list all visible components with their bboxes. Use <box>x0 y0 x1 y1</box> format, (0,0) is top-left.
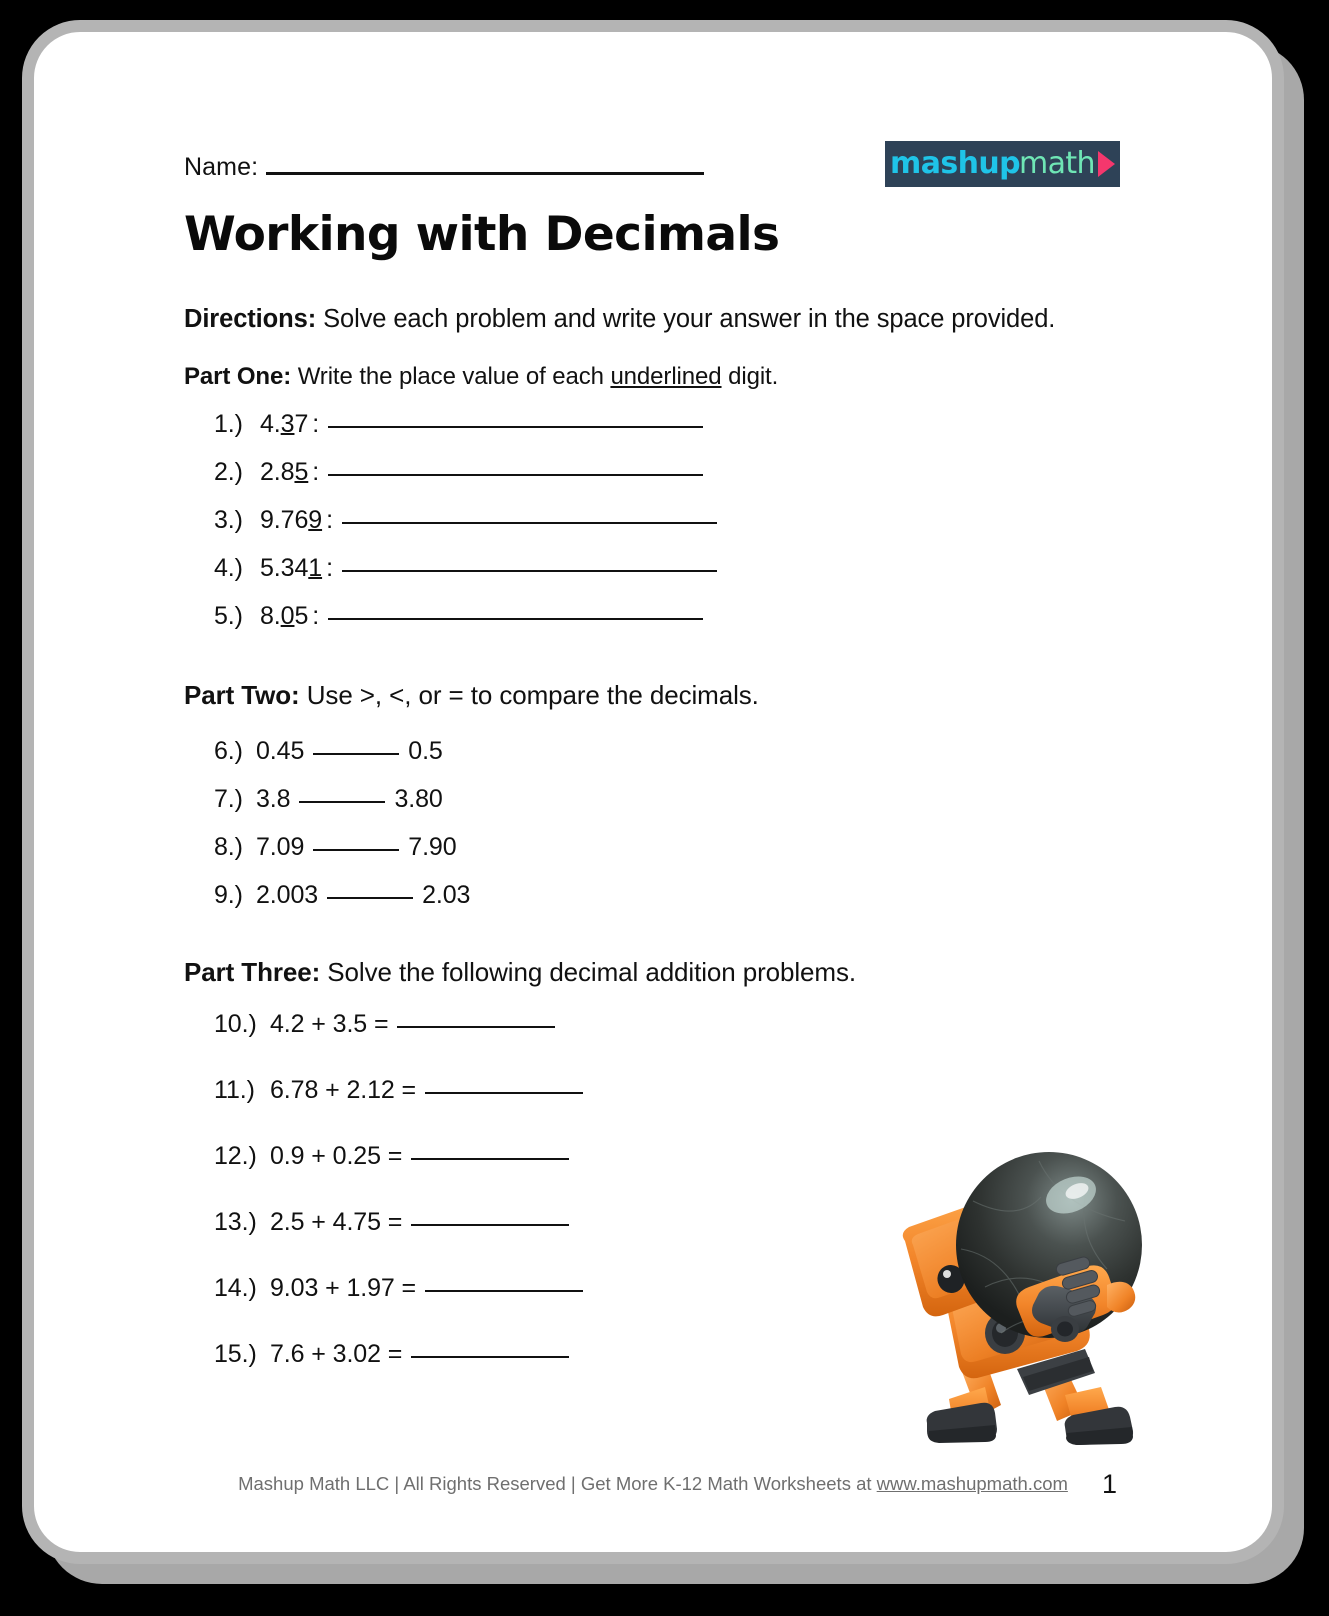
problem-number: 10.) <box>214 1010 257 1038</box>
compare-left-value: 0.45 <box>256 737 305 765</box>
comparison-blank[interactable] <box>313 753 399 755</box>
part-two-text: Use >, <, or = to compare the decimals. <box>299 680 759 710</box>
problem-expression <box>260 458 308 487</box>
problem-row <box>214 1076 583 1142</box>
colon: : <box>312 458 320 486</box>
compare-left-value: 2.003 <box>256 881 319 909</box>
problem-number: 7.) <box>214 785 243 813</box>
problem-number: 13.) <box>214 1208 257 1236</box>
problem-row <box>214 506 717 554</box>
footer-copyright: Mashup Math LLC | All Rights Reserved | Get More K-12 Math Worksheets at <box>238 1473 877 1494</box>
part-two-heading <box>184 680 759 711</box>
comparison-blank[interactable] <box>327 897 413 899</box>
part-three-problem-list <box>214 1010 583 1406</box>
colon: : <box>312 410 320 438</box>
underlined-digit: 1 <box>308 554 323 582</box>
problem-row <box>214 1340 583 1406</box>
problem-expression: 4.2 + 3.5 = <box>270 1010 389 1038</box>
problem-row <box>214 737 470 785</box>
name-label: Name: <box>184 153 259 181</box>
problem-row <box>214 1274 583 1340</box>
problem-number: 15.) <box>214 1340 257 1368</box>
problem-number: 2.) <box>214 458 243 486</box>
digit-pre: 4. <box>260 410 281 438</box>
compare-right-value: 7.90 <box>408 833 457 861</box>
answer-blank[interactable] <box>328 474 703 476</box>
underlined-digit: 5 <box>294 458 309 486</box>
problem-number: 11.) <box>214 1076 255 1104</box>
answer-blank[interactable] <box>411 1356 569 1358</box>
mashup-math-logo <box>885 141 1120 187</box>
name-field-row <box>184 150 704 182</box>
part-three-label: Part Three: <box>184 957 321 987</box>
answer-blank[interactable] <box>397 1026 555 1028</box>
answer-blank[interactable] <box>328 618 703 620</box>
compare-right-value: 3.80 <box>394 785 443 813</box>
digit-post: 7 <box>294 410 309 438</box>
name-input-line[interactable] <box>266 150 704 175</box>
colon: : <box>312 602 320 630</box>
underlined-digit: 3 <box>280 410 295 438</box>
answer-blank[interactable] <box>411 1224 569 1226</box>
worksheet-page <box>22 20 1284 1564</box>
comparison-blank[interactable] <box>313 849 399 851</box>
problem-number: 8.) <box>214 833 243 861</box>
part-one-text-before: Write the place value of each <box>291 363 611 390</box>
robot-illustration <box>889 1137 1149 1457</box>
directions-label: Directions: <box>184 305 317 333</box>
problem-number: 6.) <box>214 737 243 765</box>
problem-row <box>214 881 470 929</box>
part-three-text: Solve the following decimal addition problems. <box>320 957 856 987</box>
problem-expression: 7.6 + 3.02 = <box>270 1340 403 1368</box>
part-one-problem-list <box>214 410 717 650</box>
problem-number: 5.) <box>214 602 243 630</box>
problem-number: 3.) <box>214 506 243 534</box>
problem-row <box>214 458 717 506</box>
part-one-text-underlined: underlined <box>610 363 722 390</box>
problem-number: 12.) <box>214 1142 257 1170</box>
problem-expression: 0.9 + 0.25 = <box>270 1142 403 1170</box>
digit-pre: 2.8 <box>260 458 295 486</box>
problem-row <box>214 833 470 881</box>
digit-pre: 8. <box>260 602 281 630</box>
directions-text: Solve each problem and write your answer in the space provided. <box>316 305 1056 333</box>
play-triangle-icon <box>1098 151 1115 177</box>
colon: : <box>326 506 333 534</box>
answer-blank[interactable] <box>425 1092 583 1094</box>
problem-number: 9.) <box>214 881 243 909</box>
problem-expression <box>260 410 308 439</box>
answer-blank[interactable] <box>342 570 717 572</box>
problem-row <box>214 602 717 650</box>
answer-blank[interactable] <box>425 1290 583 1292</box>
underlined-digit: 0 <box>280 602 295 630</box>
underlined-digit: 9 <box>308 506 323 534</box>
problem-expression: 9.03 + 1.97 = <box>270 1274 417 1302</box>
answer-blank[interactable] <box>328 426 703 428</box>
digit-pre: 5.34 <box>260 554 309 582</box>
part-two-label: Part Two: <box>184 680 300 710</box>
digit-pre: 9.76 <box>260 506 309 534</box>
logo-brand-math: math <box>1018 146 1095 181</box>
part-two-problem-list <box>214 737 470 929</box>
footer-text <box>238 1473 1068 1494</box>
page-title: Working with Decimals <box>184 207 780 262</box>
compare-left-value: 3.8 <box>256 785 291 813</box>
answer-blank[interactable] <box>342 522 717 524</box>
problem-expression <box>260 554 322 583</box>
colon: : <box>326 554 333 582</box>
compare-left-value: 7.09 <box>256 833 305 861</box>
directions-line <box>184 305 1055 334</box>
problem-expression: 6.78 + 2.12 = <box>270 1076 417 1104</box>
answer-blank[interactable] <box>411 1158 569 1160</box>
problem-expression: 2.5 + 4.75 = <box>270 1208 403 1236</box>
part-one-label: Part One: <box>184 363 292 390</box>
problem-row <box>214 785 470 833</box>
digit-post: 5 <box>294 602 309 630</box>
page-number: 1 <box>1101 1469 1117 1499</box>
footer-website-link[interactable]: www.mashupmath.com <box>876 1473 1068 1494</box>
problem-row <box>214 1208 583 1274</box>
problem-expression <box>260 506 322 535</box>
logo-brand-mashup: mashup <box>890 146 1020 181</box>
compare-right-value: 0.5 <box>408 737 443 765</box>
part-three-heading <box>184 957 856 988</box>
part-one-text-after: digit. <box>721 363 779 390</box>
comparison-blank[interactable] <box>299 801 385 803</box>
problem-number: 1.) <box>214 410 243 438</box>
problem-row <box>214 1142 583 1208</box>
compare-right-value: 2.03 <box>422 881 471 909</box>
problem-row <box>214 410 717 458</box>
footer <box>34 1473 1272 1495</box>
problem-row <box>214 554 717 602</box>
problem-number: 14.) <box>214 1274 257 1302</box>
problem-number: 4.) <box>214 554 243 582</box>
problem-expression <box>260 602 308 631</box>
part-one-heading <box>184 363 778 391</box>
problem-row <box>214 1010 583 1076</box>
